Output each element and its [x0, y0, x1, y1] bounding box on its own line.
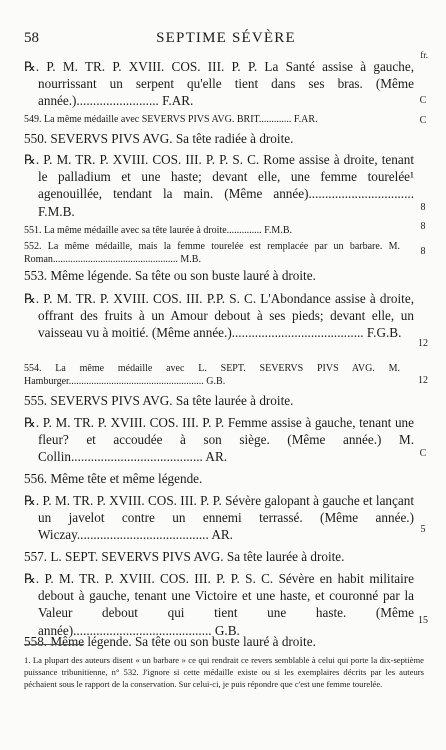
running-title: SEPTIME SÉVÈRE — [156, 30, 296, 46]
page-header — [24, 30, 428, 60]
value-note: 8 — [420, 221, 426, 232]
entry-reverse: ℞. P. M. TR. P. XVIII. COS. III. P. P. Sévère galopant à gauche et lançant un javelot contre un ennemi terrassé. (Même année.) Wiczay........................................ AR. — [24, 493, 414, 543]
value-note: C — [419, 115, 427, 126]
entry-reverse: ℞. P. M. TR. P. XVIII. COS. III. P.P. S. C. L'Abondance assise à droite, offrant des fruits à un Amour debout à ses pieds; devant elle, un vaisseau vu à moitié. (Même année.)........................................ F.G.B. — [24, 291, 414, 341]
entry-reverse: ℞. P. M. TR. P. XVIII. COS. III. P. P. La Santé assise à gauche, nourrissant un serpent qu'elle tient dans ses bras. (Même année.)......................... F.AR. — [24, 59, 414, 109]
footnote: 1. La plupart des auteurs disent « un barbare » ce qui rendrait ce revers semblable à celui qui porte la dix-septième puissance tribunitienne, n° 532. J'ignore si cette médaille existe ou si les exemplaires décrits par les auteurs péchaient sous le rapport de la conservation. Sur celui-ci, je puis répondre que c'est une femme tourelée. — [24, 655, 424, 689]
entry-551: 551. La même médaille avec sa tête laurée à droite.............. F.M.B. — [24, 225, 292, 236]
entry-557: 557. L. SEPT. SEVERVS PIVS AVG. Sa tête laurée à droite. — [24, 549, 345, 564]
entry-549: 549. La même médaille avec SEVERVS PIVS AVG. BRIT............. F.AR. — [24, 114, 318, 125]
footnote-separator — [24, 644, 84, 645]
entry-555: 555. SEVERVS PIVS AVG. Sa tête laurée à droite. — [24, 393, 294, 408]
entry-553: 553. Même légende. Sa tête ou son buste lauré à droite. — [24, 268, 316, 283]
value-note: C — [419, 448, 427, 459]
entry-552: 552. La même médaille, mais la femme tourelée est remplacée par un barbare. M. Roman.................................................. M.B. — [24, 241, 400, 265]
value-note: 12 — [418, 375, 428, 386]
value-note: 8 — [420, 202, 426, 213]
value-note: 12 — [418, 338, 428, 349]
value-note: 5 — [420, 524, 426, 535]
entry-556: 556. Même tête et même légende. — [24, 471, 203, 486]
entry-reverse: ℞. P. M. TR. P. XVIII. COS. III. P. P. Femme assise à gauche, tenant une fleur? et accoudée à son siège. (Même année.) M. Collin........................................ AR. — [24, 415, 414, 465]
entry-reverse: ℞. P. M. TR. P. XVIII. COS. III. P. P. S. C. Sévère en habit militaire debout à gauche, tenant une Victoire et une haste, et couronné par la Valeur debout qui tient une haste. (Même année).......................................... G.B. — [24, 571, 414, 638]
entry-reverse: ℞. P. M. TR. P. XVIII. COS. III. P. P. S. C. Rome assise à droite, tenant le palladium et une haste; devant elle, une femme tourelée¹ agenouillée, tendant la main. (Même année)................................ F.M.B. — [24, 152, 414, 219]
value-note: 8 — [420, 246, 426, 257]
entry-550: 550. SEVERVS PIVS AVG. Sa tête radiée à droite. — [24, 131, 294, 146]
page-number: 58 — [24, 30, 39, 46]
entry-558: 558. Même légende. Sa tête ou son buste lauré à droite. — [24, 634, 316, 649]
value-note: C — [419, 95, 427, 106]
entry-554: 554. La même médaille avec L. SEPT. SEVERVS PIVS AVG. M. Hamburger...................................................... G.B. — [24, 363, 400, 387]
value-column-header: fr. — [420, 50, 428, 60]
value-note: 15 — [418, 615, 428, 626]
